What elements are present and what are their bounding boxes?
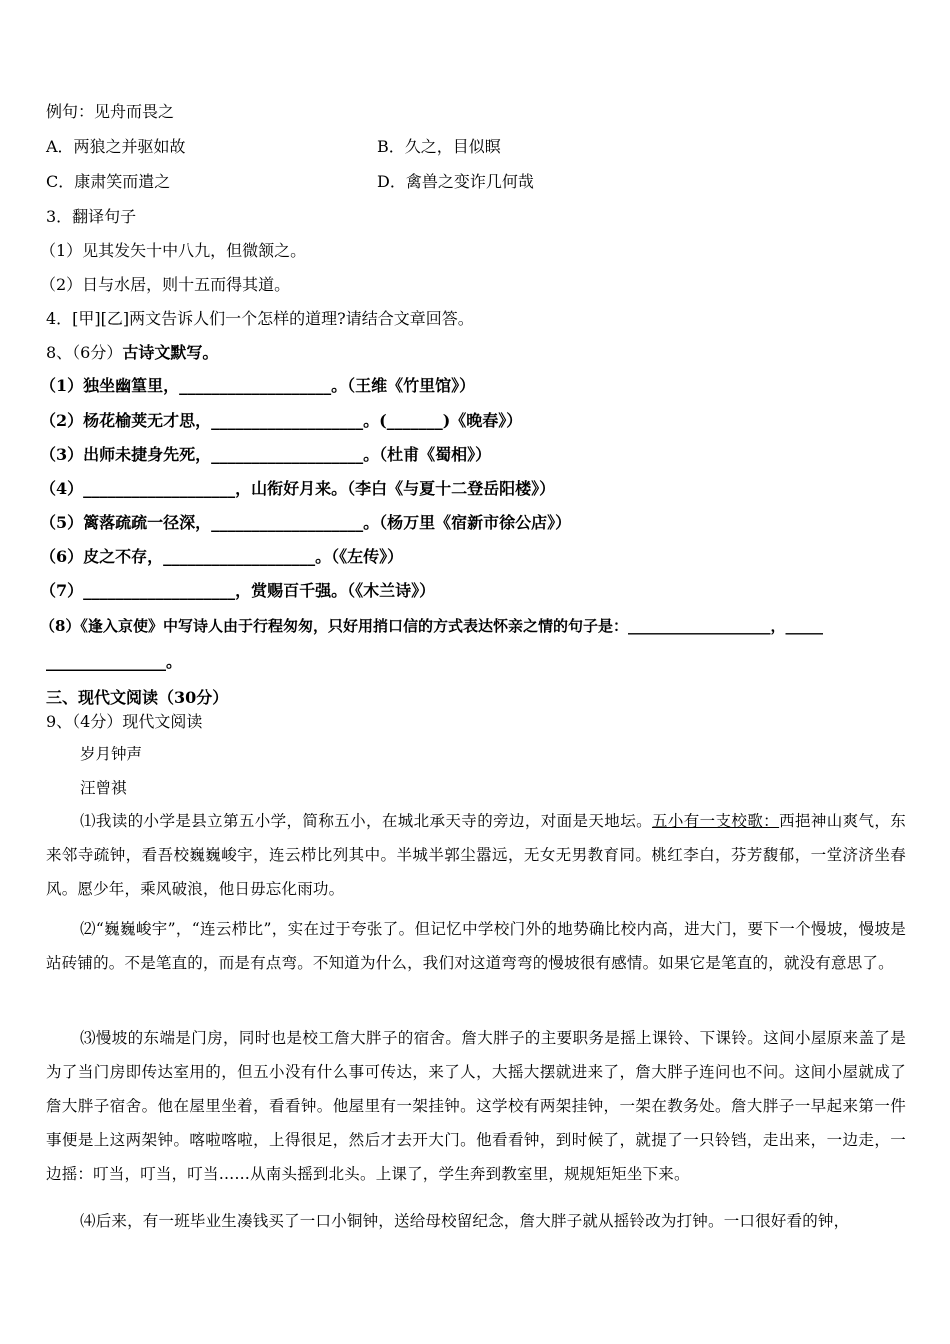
q7-translate-heading: 3．翻译句子 [46, 207, 137, 226]
paragraph-3: ⑶慢坡的东端是门房，同时也是校工詹大胖子的宿舍。詹大胖子的主要职务是摇上课铃、下课铃。这间小屋原来盖了是为了当门房即传达室用的，但五小没有什么事可传达，来了人，大摇大摆就进来了，詹大胖子连问也不问。这间小屋就成了詹大胖子宿舍。他在屋里坐着，看看钟。他屋里有一架挂钟。这学校有两架挂钟，一架在教务处。詹大胖子一早起来第一件事便是上这两架钟。喀啦喀啦，上得很足，然后才去开大门。他看看钟，到时候了，就提了一只铃铛，走出来，一边走，一边摇：叮当，叮当，叮当……从南头摇到北头。上课了，学生奔到教室里，规规矩矩坐下来。 [46, 1029, 906, 1183]
paragraph-2: ⑵“巍巍峻宇”，“连云栉比”，实在过于夸张了。但记忆中学校门外的地势确比校内高，进大门，要下一个慢坡，慢坡是站砖铺的。不是笔直的，而是有点弯。不知道为什么，我们对这道弯弯的慢坡很有感情。如果它是笔直的，就没有意思了。 [46, 920, 906, 972]
q8-line-3: （3）出师未捷身先死，___________________。（杜甫《蜀相》） [40, 445, 492, 464]
q7-options-row2 [0, 172, 950, 194]
option-c: C．康肃笑而遣之 [46, 172, 171, 191]
section-3-title: 三、现代文阅读（30分） [46, 688, 229, 707]
paragraph-4: ⑷后来，有一班毕业生凑钱买了一口小铜钟，送给母校留纪念，詹大胖子就从摇铃改为打钟。一口很好看的钟， [80, 1212, 850, 1230]
q7-options-row1 [0, 137, 950, 159]
option-d: D．禽兽之变诈几何哉 [377, 172, 534, 191]
q7-translate-1: （1）见其发矢十中八九，但微颔之。 [40, 241, 307, 260]
q8-heading [46, 343, 218, 363]
article-author: 汪曾祺 [80, 779, 127, 797]
q8-line-1: （1）独坐幽篁里，___________________。（王维《竹里馆》） [40, 376, 476, 395]
q8-line-8: （8）《逢入京使》中写诗人由于行程匆匆，只好用捎口信的方式表达怀亲之情的句子是：___________________，_____ [40, 617, 823, 635]
q7-example: 例句：见舟而畏之 [46, 102, 175, 121]
option-a: A．两狼之并驱如故 [46, 137, 186, 156]
q8-line-4: （4）___________________，山衔好月来。（李白《与夏十二登岳阳楼》） [40, 479, 556, 498]
q8-line-6: （6）皮之不存，___________________。（《左传》） [40, 547, 404, 566]
q7-translate-2: （2）日与水居，则十五而得其道。 [40, 275, 291, 294]
q8-line-5: （5）篱落疏疏一径深，___________________。（杨万里《宿新市徐公店》） [40, 513, 572, 532]
q8-line-7: （7）___________________，赏赐百千强。（《木兰诗》） [40, 581, 436, 600]
school-song-label: 五小有一支校歌： [651, 812, 780, 830]
article-title: 岁月钟声 [80, 745, 143, 763]
paragraph-1: ⑴我读的小学是县立第五小学，简称五小，在城北承天寺的旁边，对面是天地坛。五小有一支校歌：西挹神山爽气，东来邻寺疏钟，看吾校巍巍峻宇，连云栉比列其中。半城半郭尘嚣远，无女无男教育同。桃红李白，芬芳馥郁，一堂济济坐春风。愿少年，乘风破浪，他日毋忘化雨功。 [46, 812, 906, 898]
option-b: B．久之，目似瞑 [377, 137, 501, 156]
q7-question-4: 4．[甲][乙]两文告诉人们一个怎样的道理?请结合文章回答。 [46, 309, 474, 328]
q9-heading: 9、（4分）现代文阅读 [46, 712, 203, 731]
q8-title: 古诗文默写。 [122, 343, 219, 362]
q8-line-2: （2）杨花榆荚无才思，___________________。(_______)《晚春》） [40, 411, 523, 430]
q8-line-8-cont: _______________。 [46, 652, 183, 671]
q8-number: 8、（6分） [46, 343, 123, 362]
